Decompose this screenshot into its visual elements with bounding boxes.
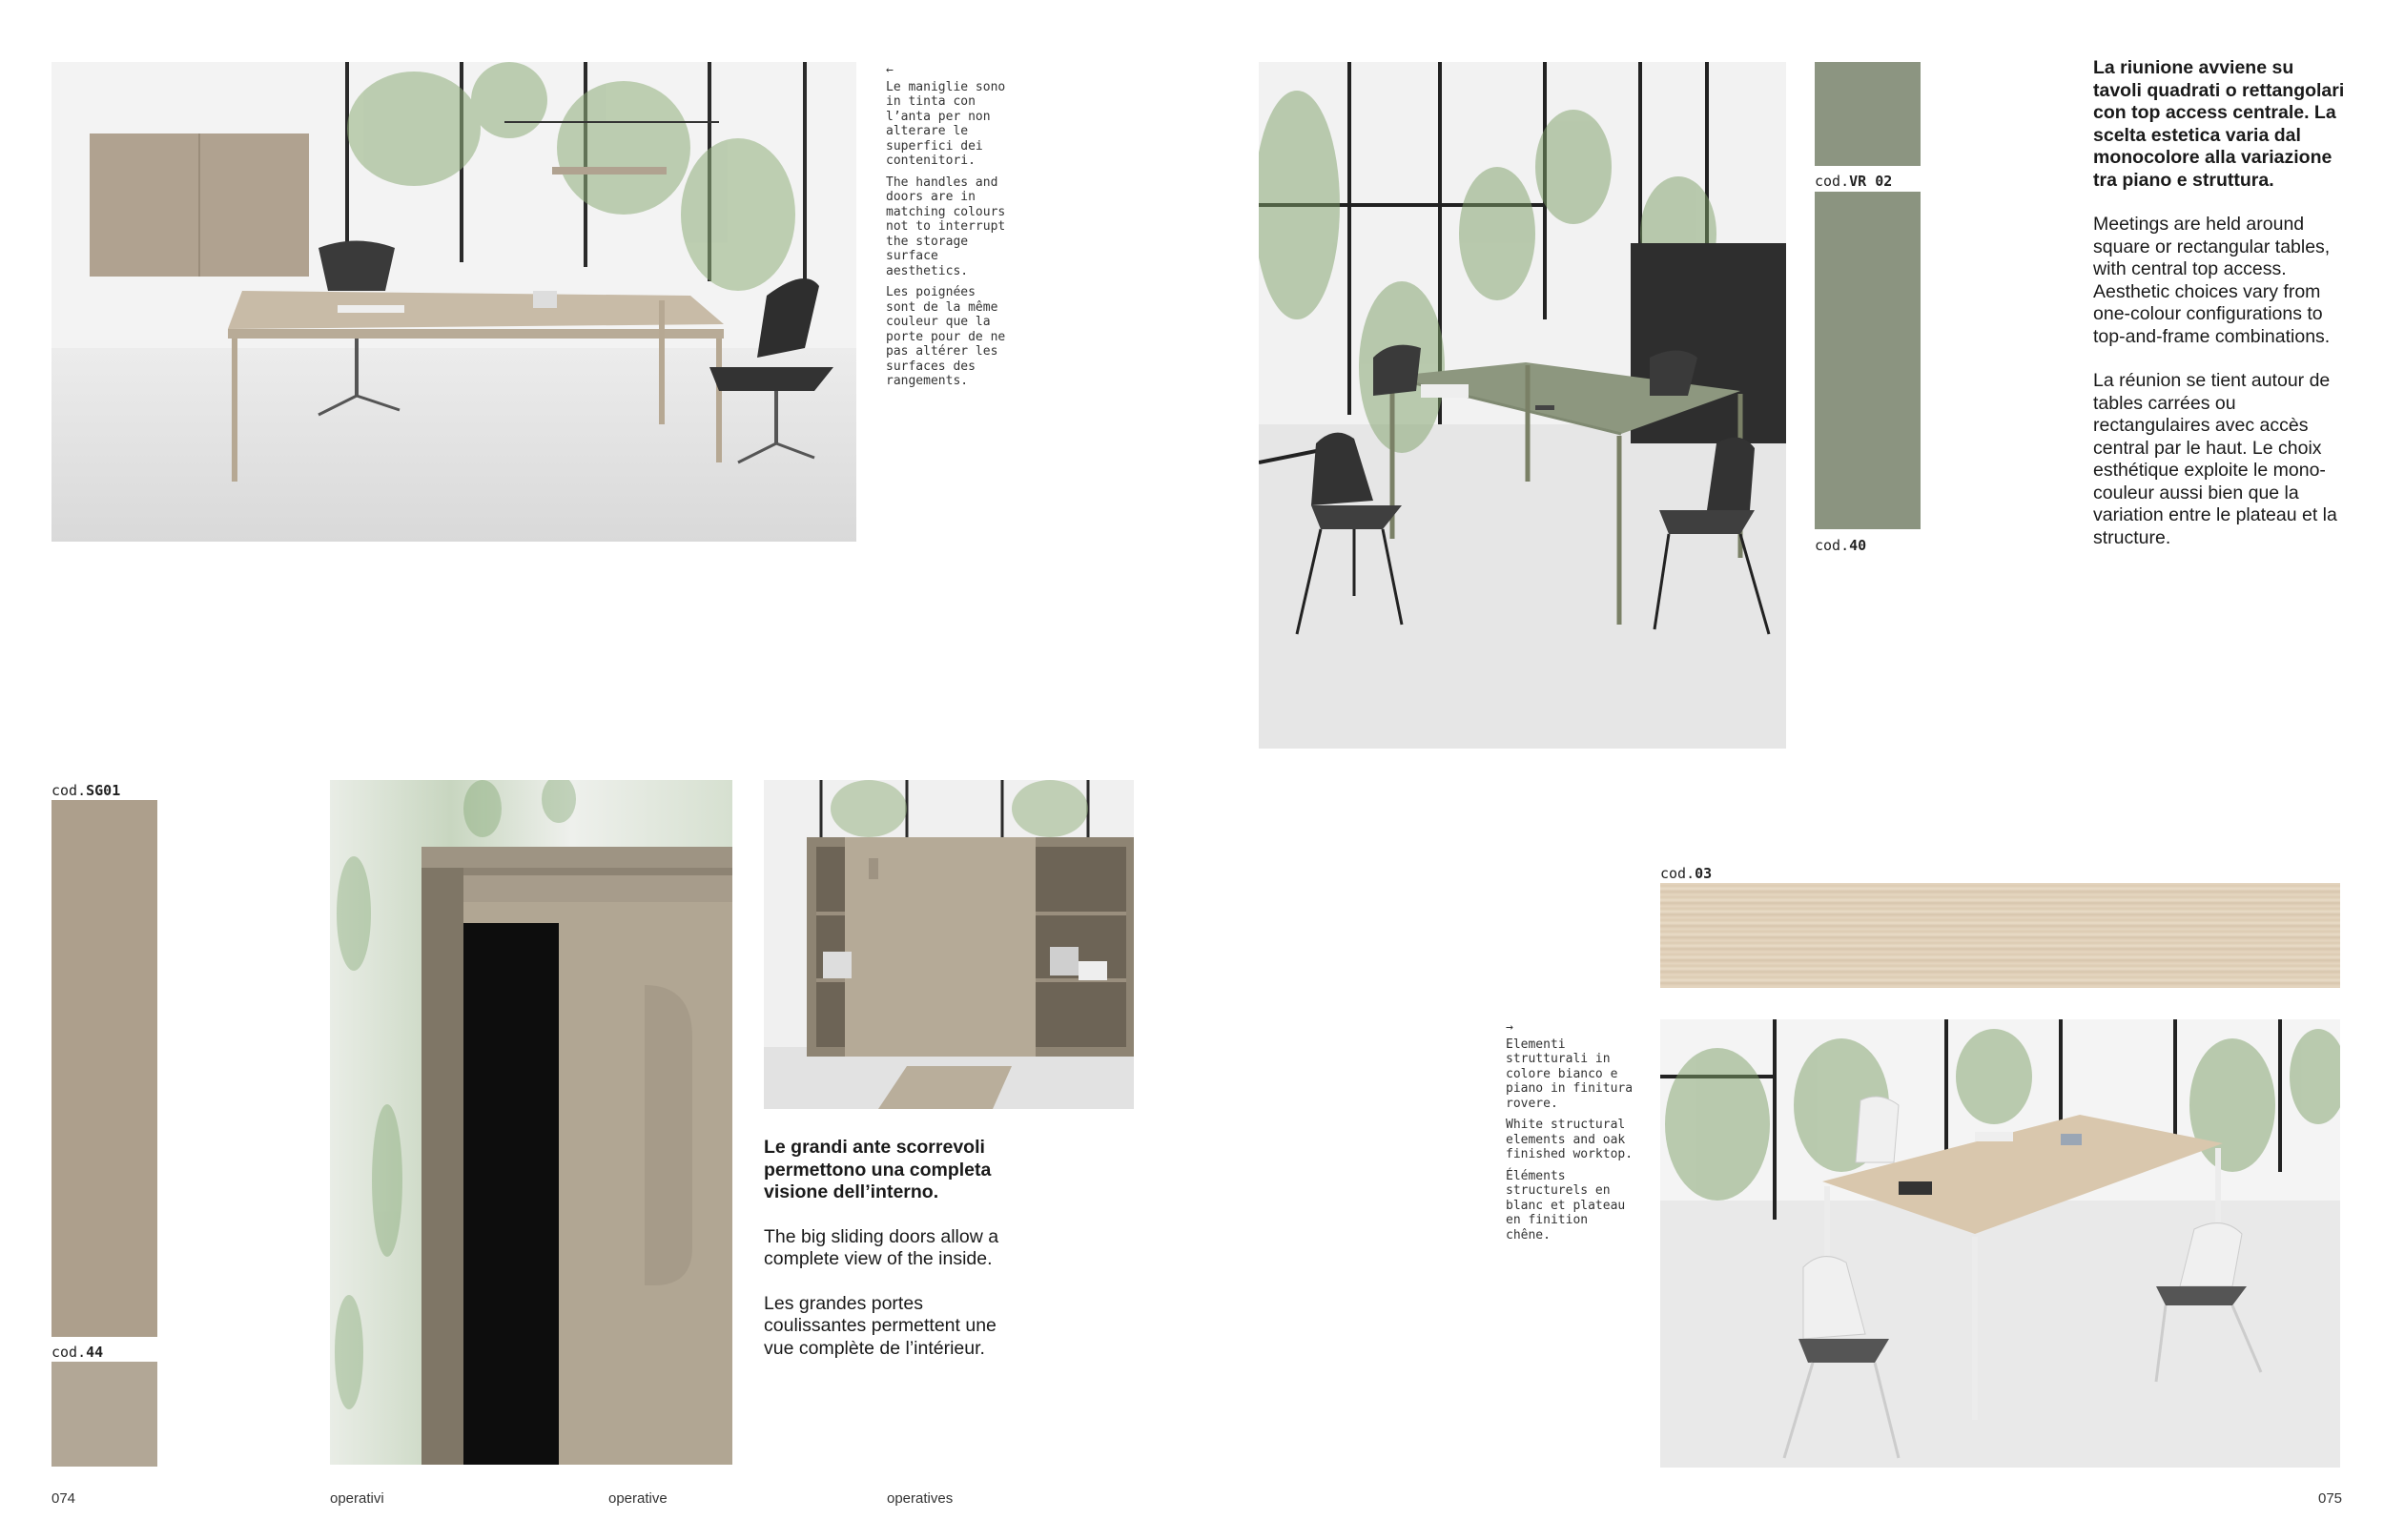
- page-number-left: 074: [51, 1490, 76, 1507]
- sliding-doors-text: [764, 1137, 1021, 1382]
- swatch-44: [51, 1362, 157, 1467]
- structure-note-en: White structural elements and oak finished worktop.: [1506, 1118, 1634, 1161]
- swatch-label-03: cod.03: [1660, 865, 1713, 882]
- sliding-doors-text-en: The big sliding doors allow a complete view of the inside.: [764, 1225, 999, 1269]
- meeting-text-it: La riunione avviene su tavoli quadrati o rettangolari con top access centrale. La scelta estetica varia dal monocolore alla variazione tra piano e struttura.: [2093, 57, 2345, 191]
- sliding-doors-text-it: Le grandi ante scorrevoli permettono una completa visione dell’interno.: [764, 1137, 992, 1202]
- structure-note-arrow-icon: →: [1506, 1020, 1513, 1035]
- structure-note: [1506, 1020, 1639, 1249]
- structure-note-it: Elementi strutturali in colore bianco e piano in finitura rovere.: [1506, 1037, 1634, 1111]
- meeting-table-green-photo: [1259, 62, 1786, 749]
- meeting-text-en: Meetings are held around square or rectangular tables, with central top access. Aesthetic choices vary from one-colour configurations to top-and-frame combinations.: [2093, 214, 2331, 347]
- swatch-label-44: cod.44: [51, 1344, 104, 1361]
- storage-cabinet-photo: [764, 780, 1134, 1109]
- structure-note-fr: Éléments structurels en blanc et plateau en finition chêne.: [1506, 1168, 1626, 1242]
- page-number-right: 075: [2318, 1490, 2343, 1507]
- footer-label-it: operativi: [330, 1490, 384, 1507]
- meeting-table-oak-photo: [1660, 1019, 2340, 1468]
- sliding-door-closeup-photo: [330, 780, 732, 1465]
- office-desk-photo: [51, 62, 856, 542]
- handles-note-it: Le maniglie sono in tinta con l’anta per non alterare le superfici dei contenitori.: [886, 79, 1006, 168]
- handles-note-en: The handles and doors are in matching colours not to interrupt the storage surface aesthetics.: [886, 175, 1006, 278]
- swatch-40: [1815, 192, 1921, 529]
- swatch-label-vr02: cod.VR 02: [1815, 173, 1893, 190]
- footer-label-en: operative: [608, 1490, 668, 1507]
- swatch-label-40: cod.40: [1815, 537, 1867, 554]
- swatch-vr02: [1815, 62, 1921, 166]
- swatch-label-sg01: cod.SG01: [51, 782, 121, 799]
- meeting-text-fr: La réunion se tient autour de tables carrées ou rectangulaires avec accès central par le haut. Le choix esthétique exploite le mono-couleur aussi bien que la variation entre le plateau et la structure.: [2093, 370, 2337, 548]
- swatch-oak-03: [1660, 883, 2340, 988]
- sliding-doors-text-fr: Les grandes portes coulissantes permettent une vue complète de l’intérieur.: [764, 1292, 997, 1359]
- meeting-text: [2093, 57, 2346, 571]
- footer-label-fr: operatives: [887, 1490, 954, 1507]
- handles-note-fr: Les poignées sont de la même couleur que la porte pour de ne pas altérer les surfaces des rangements.: [886, 285, 1006, 388]
- handles-note: [886, 63, 1010, 396]
- handles-note-arrow-icon: ←: [886, 63, 894, 77]
- swatch-sg01: [51, 800, 157, 1337]
